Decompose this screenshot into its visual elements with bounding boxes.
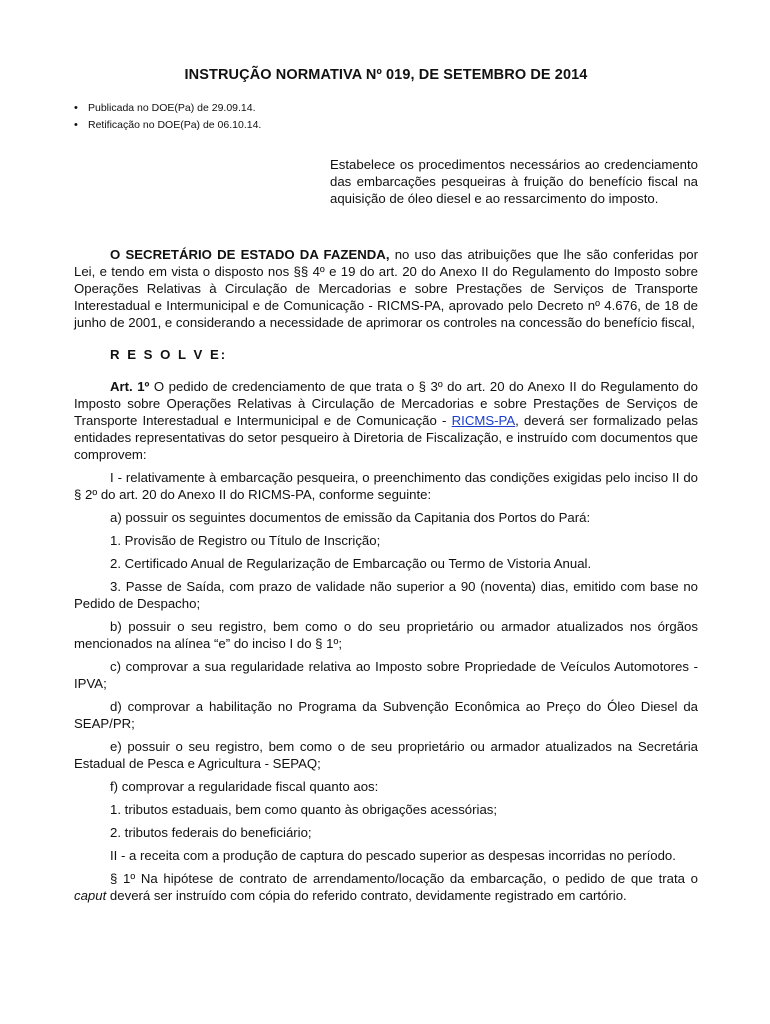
publication-list xyxy=(74,100,261,134)
article-1 xyxy=(74,378,698,463)
preamble-text: no uso das atribuições que lhe são conferidas por Lei, e tendo em vista o disposto nos §§ 4º e 19 do art. 20 do Anexo II do Regulamento do Imposto sobre Operações Relativas à Circulação de Mercadorias e sobre Prestações de Serviços de Transporte Interestadual e Intermunicipal e de Comunicação - RICMS-PA, aprovado pelo Decreto nº 4.676, de 18 de junho de 2001, e considerando a necessidade de aprimorar os controles na concessão do benefício fiscal, xyxy=(74,247,699,330)
paragraph-1-text-continued: deverá ser instruído com cópia do referido contrato, devidamente registrado em cartório. xyxy=(106,888,627,903)
alinea-f: f) comprovar a regularidade fiscal quanto aos: xyxy=(110,779,379,794)
alinea-d: d) comprovar a habilitação no Programa da Subvenção Econômica ao Preço do Óleo Diesel da SEAP/PR; xyxy=(74,699,698,731)
preamble xyxy=(74,246,698,331)
item-a-2: 2. Certificado Anual de Regularização de Embarcação ou Termo de Vistoria Anual. xyxy=(110,556,592,571)
document-title: INSTRUÇÃO NORMATIVA Nº 019, DE SETEMBRO DE 2014 xyxy=(184,67,588,83)
paragraph-1-text: § 1º Na hipótese de contrato de arrendamento/locação da embarcação, o pedido de que trata o xyxy=(110,871,698,886)
alinea-a: a) possuir os seguintes documentos de emissão da Capitania dos Portos do Pará: xyxy=(110,510,591,525)
publication-item: • Publicada no DOE(Pa) de 29.09.14. xyxy=(74,100,261,117)
item-f-2: 2. tributos federais do beneficiário; xyxy=(110,825,312,840)
article-1-label: Art. 1º xyxy=(110,379,150,394)
paragraph-1 xyxy=(74,870,698,904)
article-1-text: O pedido de credenciamento de que trata o § 3º do art. 20 do Anexo II do Regulamento do Imposto sobre Operações Relativas à Circulação de Mercadorias e sobre Prestações de Serviços de Transporte Interestadual e Intermunicipal e de Comunicação - xyxy=(74,379,699,428)
item-a-3: 3. Passe de Saída, com prazo de validade não superior a 90 (noventa) dias, emitido com base no Pedido de Despacho; xyxy=(74,579,698,611)
alinea-c: c) comprovar a sua regularidade relativa ao Imposto sobre Propriedade de Veículos Automotores - IPVA; xyxy=(74,659,698,691)
alinea-b: b) possuir o seu registro, bem como o do seu proprietário ou armador atualizados nos órgãos mencionados na alínea “e” do inciso I do § 1º; xyxy=(74,619,698,651)
item-f-1: 1. tributos estaduais, bem como quanto às obrigações acessórias; xyxy=(110,802,498,817)
inciso-i: I - relativamente à embarcação pesqueira, o preenchimento das condições exigidas pelo inciso II do § 2º do art. 20 do Anexo II do RICMS-PA, conforme seguinte: xyxy=(74,470,698,502)
ementa: Estabelece os procedimentos necessários ao credenciamento das embarcações pesqueiras à fruição do benefício fiscal na aquisição de óleo diesel e ao ressarcimento do imposto. xyxy=(330,157,698,206)
inciso-ii: II - a receita com a produção de captura do pescado superior as despesas incorridas no período. xyxy=(110,848,676,863)
item-a-1: 1. Provisão de Registro ou Título de Inscrição; xyxy=(110,533,381,548)
caput-term: caput xyxy=(74,888,107,903)
preamble-authority: O SECRETÁRIO DE ESTADO DA FAZENDA, xyxy=(110,247,390,262)
document-body xyxy=(74,246,698,910)
alinea-e: e) possuir o seu registro, bem como o de seu proprietário ou armador atualizados na Secretária Estadual de Pesca e Agricultura - SEPAQ; xyxy=(74,739,698,771)
publication-item: • Retificação no DOE(Pa) de 06.10.14. xyxy=(74,117,261,134)
ricms-pa-link[interactable]: RICMS-PA xyxy=(451,413,516,428)
article-1-text-continued: , deverá ser formalizado pelas entidades representativas do setor pesqueiro à Diretoria de Fiscalização, e instruído com documentos que comprovem: xyxy=(74,413,698,462)
resolve-heading: R E S O L V E: xyxy=(110,347,228,362)
